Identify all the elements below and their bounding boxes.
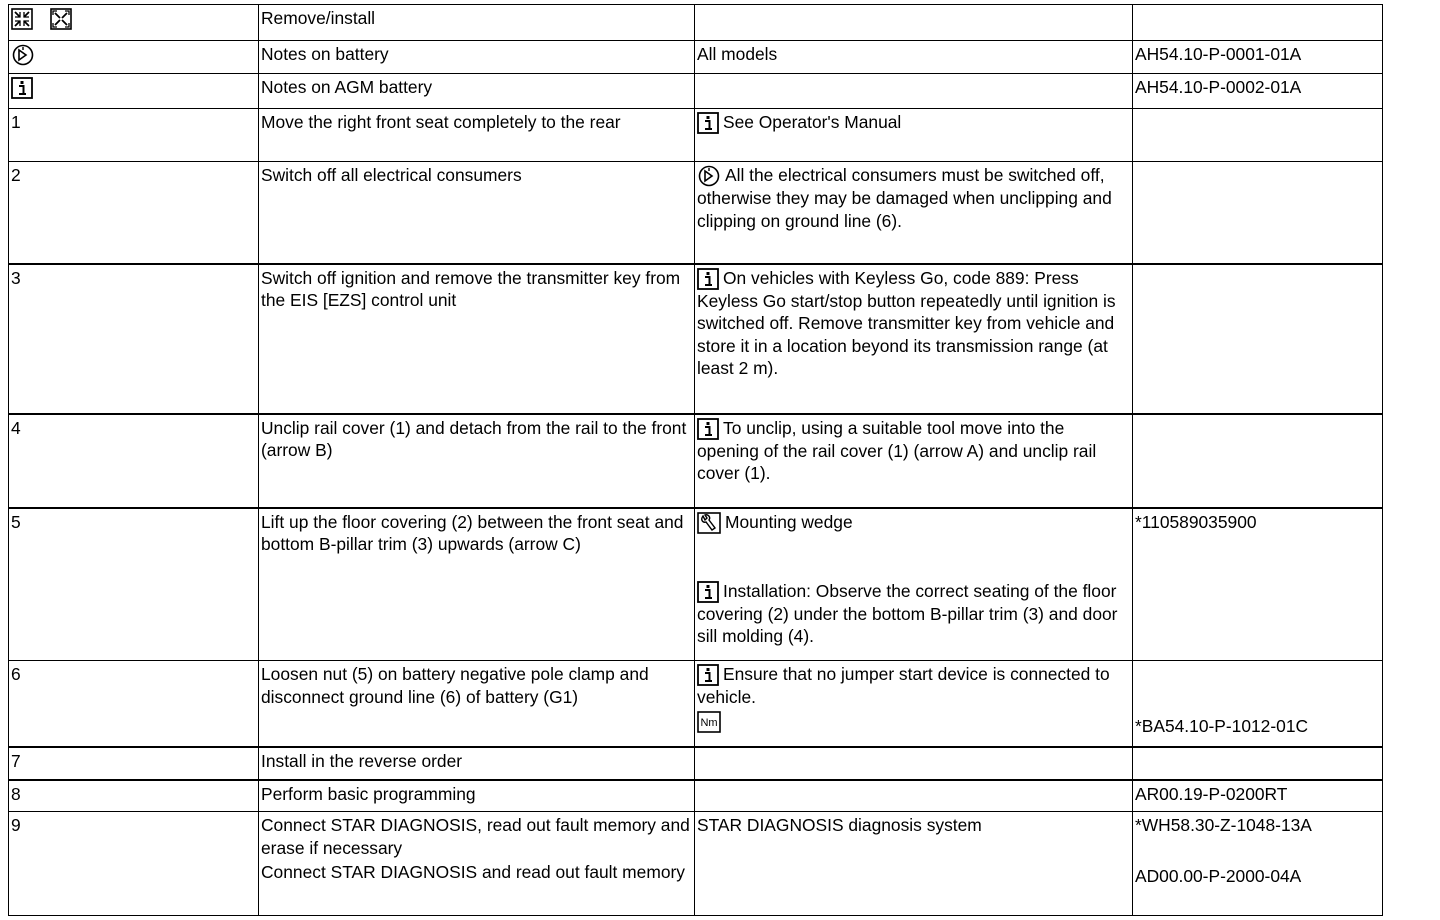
notes-cell [695,5,1133,41]
table-row [9,747,1383,780]
operation-cell: Remove/install [259,5,695,41]
info-icon [697,418,719,440]
reference-cell [1133,41,1383,74]
step-cell [9,41,259,74]
step-cell: 8 [9,780,259,812]
operation-cell: Connect STAR DIAGNOSIS, read out fault memory and erase if necessary Connect STAR DIAGNOSIS and read out fault memory [259,812,695,916]
table-row [9,661,1383,747]
step-cell: 2 [9,162,259,264]
reference-cell [1133,661,1383,747]
operation-cell: Notes on battery [259,41,695,74]
table-row [9,414,1383,508]
reference-cell [1133,780,1383,812]
notes-cell: Mounting wedge Installation: Observe the correct seating of the floor covering (2) under the bottom B-pillar trim (3) and door sill molding (4). [695,508,1133,661]
step-cell: 5 [9,508,259,661]
reference-cell [1133,162,1383,264]
info-icon [11,77,33,99]
table-row [9,264,1383,414]
operation-cell: Install in the reverse order [259,747,695,780]
table-row [9,780,1383,812]
info-icon [697,268,719,290]
operation-cell: Notes on AGM battery [259,74,695,109]
operation-cell: Lift up the floor covering (2) between the front seat and bottom B-pillar trim (3) upwards (arrow C) [259,508,695,661]
table-row [9,508,1383,661]
notes-cell [695,780,1133,812]
install-icon [50,8,72,30]
notes-cell [695,747,1133,780]
caution-icon [11,44,35,66]
step-cell: 4 [9,414,259,508]
reference-cell [1133,109,1383,162]
tool-icon [697,512,721,534]
remove-icon [11,8,33,30]
table-row [9,162,1383,264]
info-icon [697,112,719,134]
table-row [9,5,1383,41]
reference-cell [1133,747,1383,780]
notes-cell: STAR DIAGNOSIS diagnosis system [695,812,1133,916]
reference-link[interactable]: AH54.10-P-0001-01A [1135,44,1302,64]
operation-cell: Loosen nut (5) on battery negative pole clamp and disconnect ground line (6) of battery (G1) [259,661,695,747]
reference-link[interactable]: *WH58.30-Z-1048-13A [1135,815,1312,835]
svg-text:Nm: Nm [700,716,718,729]
reference-cell [1133,414,1383,508]
step-cell: 6 [9,661,259,747]
table-row [9,812,1383,916]
reference-link[interactable]: *110589035900 [1135,511,1257,532]
info-icon [697,581,719,603]
procedure-table [8,4,1383,916]
notes-cell: To unclip, using a suitable tool move into the opening of the rail cover (1) (arrow A) and unclip rail cover (1). [695,414,1133,508]
notes-cell: All models [695,41,1133,74]
reference-cell [1133,508,1383,661]
notes-cell: See Operator's Manual [695,109,1133,162]
notes-cell: Ensure that no jumper start device is connected to vehicle. Nm [695,661,1133,747]
reference-link[interactable]: AR00.19-P-0200RT [1135,783,1288,804]
reference-cell [1133,812,1383,916]
reference-link[interactable]: AH54.10-P-0002-01A [1135,77,1302,97]
operation-cell: Switch off all electrical consumers [259,162,695,264]
notes-cell [695,74,1133,109]
table-row [9,41,1383,74]
step-cell: 9 [9,812,259,916]
step-cell [9,74,259,109]
torque-icon [697,711,1125,733]
caution-icon [697,165,721,187]
operation-cell: Unclip rail cover (1) and detach from the rail to the front (arrow B) [259,414,695,508]
reference-cell [1133,264,1383,414]
step-cell: 7 [9,747,259,780]
table-row [9,74,1383,109]
step-cell: 3 [9,264,259,414]
operation-cell: Perform basic programming [259,780,695,812]
notes-cell: On vehicles with Keyless Go, code 889: Press Keyless Go start/stop button repeatedly until ignition is switched off. Remove transmitter key from vehicle and store it in a location beyond its transmission range (at least 2 m). [695,264,1133,414]
notes-cell: All the electrical consumers must be switched off, otherwise they may be damaged when unclipping and clipping on ground line (6). [695,162,1133,264]
operation-cell: Switch off ignition and remove the transmitter key from the EIS [EZS] control unit [259,264,695,414]
operation-cell: Move the right front seat completely to the rear [259,109,695,162]
step-cell [9,5,259,41]
reference-cell [1133,74,1383,109]
step-cell: 1 [9,109,259,162]
table-row [9,109,1383,162]
reference-cell [1133,5,1383,41]
info-icon [697,664,719,686]
reference-link[interactable]: *BA54.10-P-1012-01C [1135,716,1309,736]
reference-link[interactable]: AD00.00-P-2000-04A [1135,865,1302,886]
